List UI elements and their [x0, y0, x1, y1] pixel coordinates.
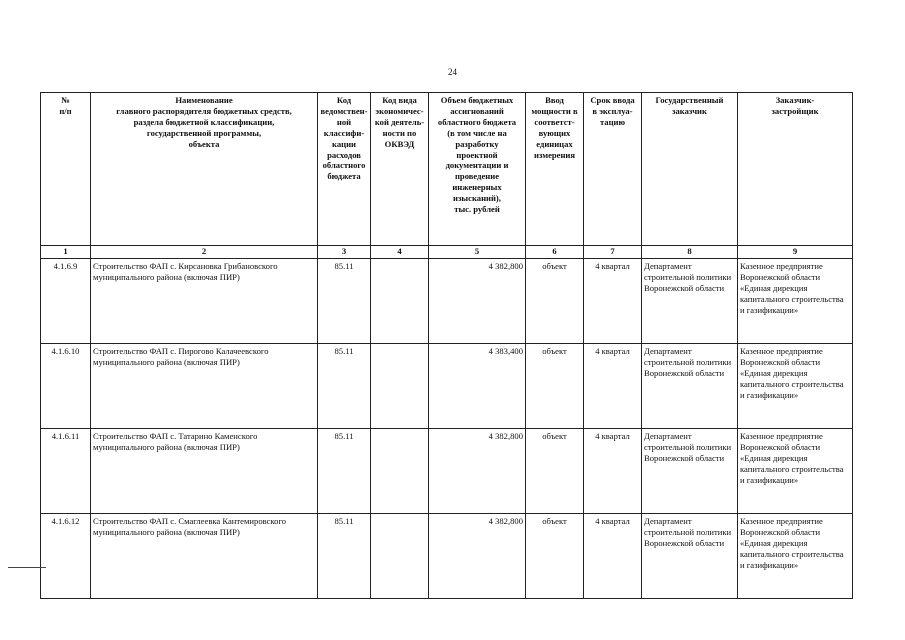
header-text-line: Ввод — [545, 95, 564, 105]
header-text-line: кации — [332, 138, 356, 149]
okved-code-cell — [371, 259, 429, 344]
row-number-cell: 4.1.6.11 — [41, 429, 91, 514]
capacity-cell: объект — [526, 429, 584, 514]
header-text-line: ОКВЭД — [384, 138, 415, 149]
header-text-line: ной — [336, 116, 352, 127]
object-name-cell: Строительство ФАП с. Кирсановка Грибановского муниципального района (включая ПИР) — [91, 259, 318, 344]
state-customer-cell: Департамент строительной политики Воронежской области — [642, 344, 738, 429]
department-code-cell: 85.11 — [318, 429, 371, 514]
column-number-cell: 2 — [91, 246, 318, 259]
budget-allocation-table — [40, 92, 853, 599]
table-row — [41, 429, 853, 514]
header-text-line: Наименование — [175, 95, 233, 105]
customer-developer-cell: Казенное предприятие Воронежской области «Единая дирекция капитального строительства и газификации» — [738, 514, 853, 599]
header-text-line: тацию — [599, 116, 626, 127]
customer-developer-cell: Казенное предприятие Воронежской области «Единая дирекция капитального строительства и газификации» — [738, 259, 853, 344]
state-customer-cell: Департамент строительной политики Воронежской области — [642, 259, 738, 344]
customer-developer-cell: Казенное предприятие Воронежской области «Единая дирекция капитального строительства и газификации» — [738, 429, 853, 514]
header-text-line: областного бюджета — [437, 116, 517, 127]
header-cell-state-customer — [642, 93, 738, 246]
header-text-line: экономичес- — [375, 105, 424, 116]
header-text-line: государственной программы, — [146, 127, 262, 138]
header-text-line: соответст- — [534, 116, 575, 127]
state-customer-cell: Департамент строительной политики Воронежской области — [642, 429, 738, 514]
budget-amount-cell: 4 382,800 — [429, 429, 526, 514]
header-text-line: кой деятель- — [374, 116, 425, 127]
header-text-line: Заказчик- — [775, 95, 815, 105]
table-header-row — [41, 93, 853, 246]
header-text-line: изысканий), — [453, 193, 501, 204]
header-cell-commissioning-term — [584, 93, 642, 246]
header-text-line: измерения — [533, 149, 576, 160]
header-cell-department-code — [318, 93, 371, 246]
commissioning-term-cell: 4 квартал — [584, 429, 642, 514]
header-text-line: областного — [322, 160, 366, 171]
header-text-line: тыс. рублей — [454, 204, 500, 215]
header-text-line: Срок ввода — [590, 95, 635, 105]
header-text-line: Код — [336, 95, 352, 105]
capacity-cell: объект — [526, 259, 584, 344]
row-number-cell: 4.1.6.9 — [41, 259, 91, 344]
header-text-line: ности по — [382, 127, 417, 138]
budget-amount-cell: 4 382,800 — [429, 514, 526, 599]
header-cell-capacity — [526, 93, 584, 246]
header-text-line: проведение — [454, 171, 500, 182]
header-cell-customer-developer — [738, 93, 853, 246]
budget-amount-cell: 4 382,800 — [429, 259, 526, 344]
commissioning-term-cell: 4 квартал — [584, 344, 642, 429]
header-text-line: (в том числе на — [447, 127, 507, 138]
header-text-line: проектной — [456, 149, 498, 160]
header-cell-number — [41, 93, 91, 246]
header-text-line: раздела бюджетной классификации, — [133, 116, 275, 127]
header-text-line: застройщик — [771, 105, 819, 116]
department-code-cell: 85.11 — [318, 259, 371, 344]
column-number-cell: 3 — [318, 246, 371, 259]
header-text-line: расходов — [327, 149, 361, 160]
budget-amount-cell: 4 383,400 — [429, 344, 526, 429]
header-text-line: объекта — [188, 138, 220, 149]
header-text-line: в эксплуа- — [592, 105, 633, 116]
page-number: 24 — [448, 67, 457, 77]
column-number-cell: 5 — [429, 246, 526, 259]
column-number-cell: 9 — [738, 246, 853, 259]
commissioning-term-cell: 4 квартал — [584, 514, 642, 599]
okved-code-cell — [371, 429, 429, 514]
object-name-cell: Строительство ФАП с. Смаглеевка Кантемировского муниципального района (включая ПИР) — [91, 514, 318, 599]
table-row — [41, 344, 853, 429]
header-cell-budget-amount — [429, 93, 526, 246]
column-number-cell: 7 — [584, 246, 642, 259]
column-number-cell: 8 — [642, 246, 738, 259]
header-text-line: п/п — [59, 105, 72, 116]
column-number-cell: 4 — [371, 246, 429, 259]
header-cell-okved-code — [371, 93, 429, 246]
margin-mark-line — [8, 567, 46, 568]
header-text-line: Государственный — [655, 95, 724, 105]
department-code-cell: 85.11 — [318, 514, 371, 599]
header-text-line: главного распорядителя бюджетных средств, — [116, 105, 292, 116]
header-text-line: классифи- — [323, 127, 365, 138]
row-number-cell: 4.1.6.10 — [41, 344, 91, 429]
header-text-line: заказчик — [672, 105, 707, 116]
header-text-line: документации и — [445, 160, 509, 171]
header-text-line: ведомствен- — [320, 105, 368, 116]
object-name-cell: Строительство ФАП с. Пирогово Калачеевского муниципального района (включая ПИР) — [91, 344, 318, 429]
table-row — [41, 514, 853, 599]
okved-code-cell — [371, 514, 429, 599]
commissioning-term-cell: 4 квартал — [584, 259, 642, 344]
header-text-line: вующих — [538, 127, 571, 138]
department-code-cell: 85.11 — [318, 344, 371, 429]
header-text-line: Код вида — [382, 95, 417, 105]
header-text-line: бюджета — [327, 171, 361, 182]
header-text-line: разработку — [455, 138, 499, 149]
header-text-line: Объем бюджетных — [440, 95, 514, 105]
capacity-cell: объект — [526, 514, 584, 599]
okved-code-cell — [371, 344, 429, 429]
column-number-cell: 1 — [41, 246, 91, 259]
column-number-row — [41, 246, 853, 259]
header-text-line: единицах — [536, 138, 573, 149]
column-number-cell: 6 — [526, 246, 584, 259]
state-customer-cell: Департамент строительной политики Воронежской области — [642, 514, 738, 599]
object-name-cell: Строительство ФАП с. Татарино Каменского муниципального района (включая ПИР) — [91, 429, 318, 514]
header-text-line: ассигнований — [450, 105, 504, 116]
header-text-line: № — [61, 95, 70, 105]
header-text-line: мощности в — [531, 105, 578, 116]
header-cell-name — [91, 93, 318, 246]
customer-developer-cell: Казенное предприятие Воронежской области «Единая дирекция капитального строительства и газификации» — [738, 344, 853, 429]
row-number-cell: 4.1.6.12 — [41, 514, 91, 599]
capacity-cell: объект — [526, 344, 584, 429]
header-text-line: инженерных — [452, 182, 502, 193]
table-row — [41, 259, 853, 344]
